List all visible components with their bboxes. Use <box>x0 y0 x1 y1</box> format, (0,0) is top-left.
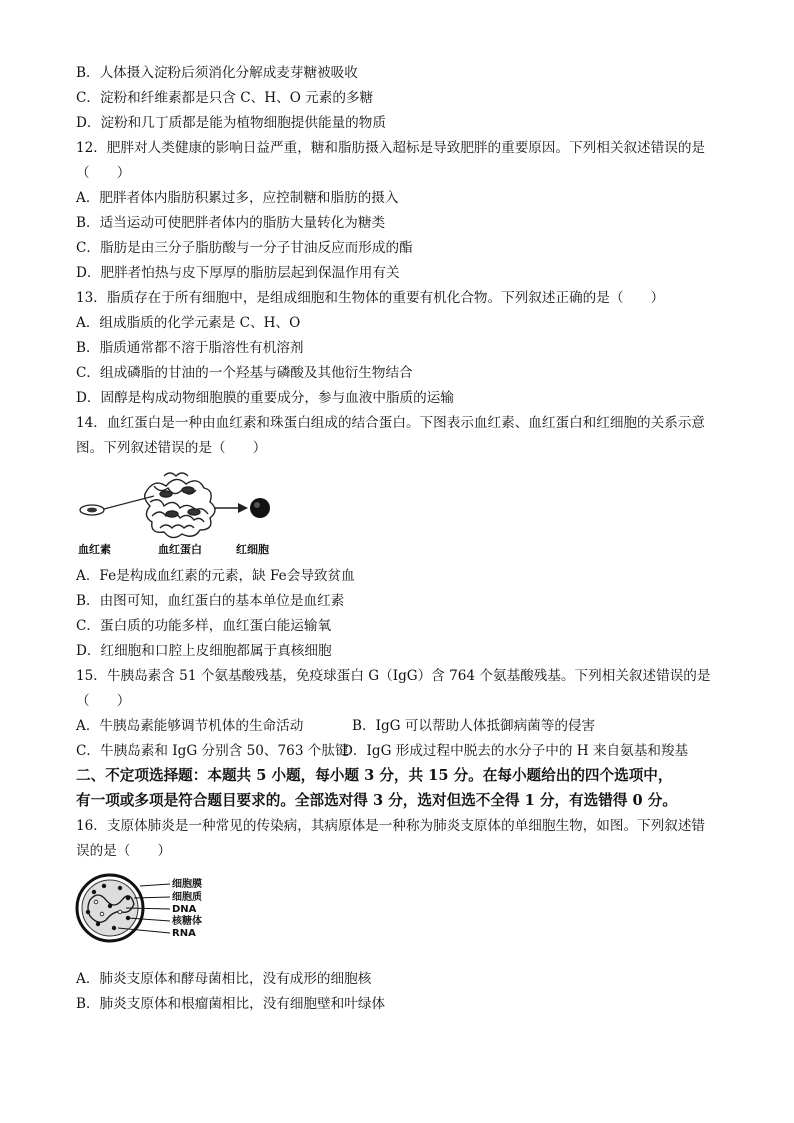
q15-paren: （ ） <box>76 693 131 709</box>
label-ribosome: 核糖体 <box>172 916 202 927</box>
q13-option-c: C．组成磷脂的甘油的一个羟基与磷酸及其他衍生物结合 <box>76 365 413 381</box>
q11-option-d: D．淀粉和几丁质都是能为植物细胞提供能量的物质 <box>76 115 386 131</box>
q13-stem: 13．脂质存在于所有细胞中，是组成细胞和生物体的重要有机化合物。下列叙述正确的是（ ） <box>76 290 665 306</box>
q14-stem-cont: 图。下列叙述错误的是（ ） <box>76 440 267 456</box>
q15-option-c: C．牛胰岛素和 IgG 分别含 50、763 个肽键 <box>76 743 349 759</box>
q13-option-b: B．脂质通常都不溶于脂溶性有机溶剂 <box>76 340 304 356</box>
q14-option-a: A．Fe是构成血红素的元素，缺 Fe会导致贫血 <box>76 568 355 584</box>
heme-icon <box>80 505 104 515</box>
label-dna: DNA <box>172 904 197 915</box>
label-cytoplasm: 细胞质 <box>172 892 202 903</box>
q15-option-b: B．IgG 可以帮助人体抵御病菌等的侵害 <box>352 718 596 734</box>
q12-option-b: B．适当运动可使肥胖者体内的脂肪大量转化为糖类 <box>76 215 386 231</box>
label-rna: RNA <box>172 928 196 939</box>
label-heme: 血红素 <box>78 543 111 556</box>
q11-option-c: C．淀粉和纤维素都是只含 C、H、O 元素的多糖 <box>76 90 374 106</box>
label-red-blood-cell: 红细胞 <box>236 543 269 556</box>
q12-option-d: D．肥胖者怕热与皮下厚厚的脂肪层起到保温作用有关 <box>76 265 400 281</box>
q14-option-b: B．由图可知，血红蛋白的基本单位是血红素 <box>76 593 345 609</box>
hemoglobin-figure <box>76 462 286 544</box>
arrow-head <box>238 503 248 513</box>
q12-option-a: A．肥胖者体内脂肪积累过多，应控制糖和脂肪的摄入 <box>76 190 399 206</box>
q14-option-c: C．蛋白质的功能多样，血红蛋白能运输氧 <box>76 618 332 634</box>
label-hemoglobin: 血红蛋白 <box>158 543 202 556</box>
q12-stem: 12．肥胖对人类健康的影响日益严重，糖和脂肪摄入超标是导致肥胖的重要原因。下列相关叙述错误的是 <box>76 140 706 156</box>
section2-heading-cont: 有一项或多项是符合题目要求的。全部选对得 3 分，选对但选不全得 1 分，有选错得 0 分。 <box>76 792 677 809</box>
red-blood-cell-icon <box>250 498 270 518</box>
q13-option-a: A．组成脂质的化学元素是 C、H、O <box>76 315 301 331</box>
q16-option-a: A．肺炎支原体和酵母菌相比，没有成形的细胞核 <box>76 971 372 987</box>
q15-option-a: A．牛胰岛素能够调节机体的生命活动 <box>76 718 304 734</box>
q13-option-d: D．固醇是构成动物细胞膜的重要成分，参与血液中脂质的运输 <box>76 390 454 406</box>
q12-paren: （ ） <box>76 165 131 181</box>
q11-option-b: B．人体摄入淀粉后须消化分解成麦芽糖被吸收 <box>76 65 358 81</box>
q14-stem: 14．血红蛋白是一种由血红素和珠蛋白组成的结合蛋白。下图表示血红素、血红蛋白和红细胞的关系示意 <box>76 415 706 431</box>
q14-option-d: D．红细胞和口腔上皮细胞都属于真核细胞 <box>76 643 332 659</box>
q16-option-b: B．肺炎支原体和根瘤菌相比，没有细胞壁和叶绿体 <box>76 996 386 1012</box>
q16-stem-cont: 误的是（ ） <box>76 843 172 859</box>
q15-stem: 15．牛胰岛素含 51 个氨基酸残基，免疫球蛋白 G（IgG）含 764 个氨基酸残基。下列相关叙述错误的是 <box>76 668 711 684</box>
q15-option-d: D．IgG 形成过程中脱去的水分子中的 H 来自氨基和羧基 <box>342 743 689 759</box>
section2-heading: 二、不定项选择题：本题共 5 小题，每小题 3 分，共 15 分。在每小题给出的四个选项中， <box>76 767 673 784</box>
hemoglobin-icon <box>145 473 215 538</box>
q12-option-c: C．脂肪是由三分子脂肪酸与一分子甘油反应而形成的酯 <box>76 240 413 256</box>
label-cell-membrane: 细胞膜 <box>172 879 202 890</box>
q16-stem: 16．支原体肺炎是一种常见的传染病，其病原体是一种称为肺炎支原体的单细胞生物，如图。下列叙述错 <box>76 818 706 834</box>
